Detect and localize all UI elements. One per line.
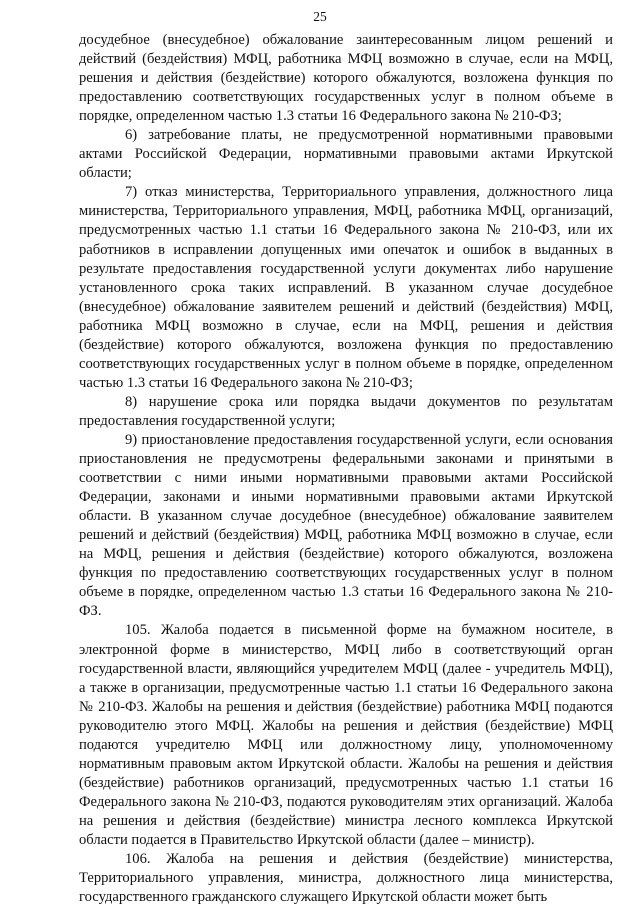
page-number: 25	[313, 9, 327, 24]
paragraph-item-9: 9) приостановление предоставления государственной услуги, если основания приостановления не предусмотрены федеральными законами и принятыми в соответствии с ними иными нормативными правовыми актами Российской Федерации, законами и иными нормативными правовыми актами Иркутской области. В указанном случае досудебное (внесудебное) обжалование заявителем решений и действий (бездействия) МФЦ, работника МФЦ возможно в случае, если на МФЦ, решения и действия (бездействие) которого обжалуются, возложена функция по предоставлению соответствующих государственных услуг в полном объеме в порядке, определенном частью 1.3 статьи 16 Федерального закона № 210-ФЗ.	[79, 431, 613, 620]
paragraph-105: 105. Жалоба подается в письменной форме на бумажном носителе, в электронной форме в министерство, МФЦ либо в соответствующий орган государственной власти, являющийся учредителем МФЦ (далее - учредитель МФЦ), а также в организации, предусмотренные частью 1.1 статьи 16 Федерального закона № 210-ФЗ. Жалобы на решения и действия (бездействие) работника МФЦ подаются руководителю этого МФЦ. Жалобы на решения и действия (бездействие) МФЦ подаются учредителю МФЦ или должностному лицу, уполномоченному нормативным правовым актом Иркутской области. Жалобы на решения и действия (бездействие) работников организаций, предусмотренных частью 1.1 статьи 16 Федерального закона № 210-ФЗ, подаются руководителям этих организаций. Жалоба на решения и действия (бездействие) министра лесного комплекса Иркутской области подается в Правительство Иркутской области (далее – министр).	[79, 622, 613, 848]
paragraph-continuation: досудебное (внесудебное) обжалование заинтересованным лицом решений и действий (бездействия) МФЦ, работника МФЦ возможно в случае, если на МФЦ, решения и действия (бездействие) которого обжалуются, возложена функция по предоставлению соответствующих государственных услуг в полном объеме в порядке, определенном частью 1.3 статьи 16 Федерального закона № 210-ФЗ;	[79, 32, 613, 125]
paragraph-106: 106. Жалоба на решения и действия (бездействие) министерства, Территориального управления, министра, должностного лица министерства, государственного гражданского служащего Иркутской области может быть	[79, 851, 613, 906]
paragraph-item-8: 8) нарушение срока или порядка выдачи документов по результатам предоставления государственной услуги;	[79, 393, 613, 429]
paragraph-item-7: 7) отказ министерства, Территориального управления, должностного лица министерства, Территориального управления, МФЦ, работника МФЦ, организаций, предусмотренных частью 1.1 статьи 16 Федерального закона № 210-ФЗ, или их работников в исправлении допущенных ими опечаток и ошибок в выданных в результате предоставления государственной услуги документах либо нарушение установленного срока таких исправлений. В указанном случае досудебное (внесудебное) обжалование заявителем решений и действий (бездействия) МФЦ, работника МФЦ возможно в случае, если на МФЦ, решения и действия (бездействие) которого обжалуются, возложена функция по предоставлению соответствующих государственных услуг в полном объеме в порядке, определенном частью 1.3 статьи 16 Федерального закона № 210-ФЗ;	[79, 184, 613, 391]
paragraph-item-6: 6) затребование платы, не предусмотренной нормативными правовыми актами Российской Федерации, нормативными правовыми актами Иркутской области;	[79, 127, 613, 182]
document-body	[79, 31, 613, 907]
